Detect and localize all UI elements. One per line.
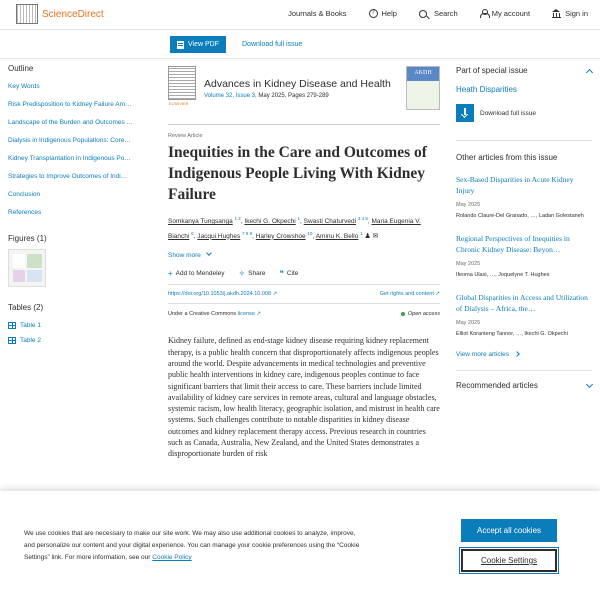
help-icon: ?	[369, 9, 378, 18]
elsevier-tree-icon	[16, 4, 38, 24]
search-icon	[419, 10, 427, 18]
license-prefix: Under a Creative Commons	[168, 311, 237, 318]
share-label: Share	[248, 270, 266, 278]
affiliation-ref[interactable]: 3 4 5	[357, 216, 368, 221]
journals-books-label: Journals & Books	[288, 9, 347, 18]
outline-heading: Outline	[8, 64, 34, 73]
elsevier-logo[interactable]	[168, 66, 196, 100]
article-tools	[168, 269, 440, 285]
affiliation-ref[interactable]: 1	[360, 230, 363, 236]
view-pdf-button[interactable]	[170, 36, 226, 53]
cookie-message	[24, 528, 364, 564]
other-article-authors: Rolando Claure-Del Granado, …, Ladan Golestaneh	[456, 213, 584, 219]
view-more-label: View more articles	[456, 351, 509, 358]
other-article-authors: Ifeoma Ulasi, …, Joquelyne T. Hughes	[456, 272, 550, 278]
figure-thumbnail[interactable]	[8, 249, 46, 287]
outline-item[interactable]: Dialysis in Indigenous Populations: Core…	[8, 137, 131, 144]
outline-item[interactable]: References	[8, 209, 42, 216]
table-icon	[8, 322, 16, 329]
other-article-date: May 2025	[456, 320, 481, 326]
other-article-date: May 2025	[456, 202, 481, 208]
doi-link[interactable]: https://doi.org/10.1053/j.akdh.2024.10.008 ↗	[168, 291, 278, 298]
outline-item[interactable]: Key Words	[8, 83, 40, 90]
cookie-banner	[0, 491, 600, 600]
pdf-icon	[177, 41, 184, 49]
top-nav	[288, 9, 588, 18]
author-link[interactable]: Somkanya Tungsanga	[168, 218, 233, 226]
brand-name: ScienceDirect	[42, 8, 104, 20]
cookie-settings-button[interactable]: Cookie Settings	[461, 549, 557, 572]
recommended-heading: Recommended articles	[456, 381, 538, 390]
outline-item[interactable]: Conclusion	[8, 191, 41, 198]
accept-all-cookies-button[interactable]: Accept all cookies	[461, 519, 557, 542]
journal-info	[204, 78, 404, 99]
search-label: Search	[433, 9, 458, 18]
download-full-issue-link[interactable]: Download full issue	[242, 41, 303, 48]
affiliation-ref[interactable]: 1 2	[234, 216, 241, 221]
share-icon: ✧	[238, 269, 246, 279]
author-link[interactable]: Maria Eugenia V. Bianchi	[168, 218, 421, 240]
author-list: Somkanya Tungsanga $^{1 2}$, Ikechi G. Okpechi $^1$, Swasti Chaturvedi $^{3 4 5}$, Maria Eugenia V. Bianchi $^6$, Jacqui Hughes $^{7 8 9}$, Harley Crowshoe $^{10}$, Aminu K. Bello $^1$ ♟ ✉	[168, 216, 421, 240]
corresponding-author-icon[interactable]: ♟	[364, 232, 371, 240]
table-label: Table 2	[20, 337, 41, 344]
view-pdf-label: View PDF	[188, 41, 219, 48]
download-issue-button[interactable]	[456, 104, 592, 141]
doi-text: https://doi.org/10.1053/j.akdh.2024.10.008	[168, 291, 272, 298]
show-more-button[interactable]	[168, 251, 440, 259]
mendeley-label: Add to Mendeley	[175, 270, 225, 278]
chevron-up-icon	[586, 68, 593, 75]
license-info: Under a Creative Commons license ↗	[168, 311, 261, 318]
institution-icon	[552, 9, 561, 18]
tables-heading: Tables (2)	[8, 303, 44, 312]
article-main	[168, 66, 440, 460]
affiliation-ref[interactable]: 10	[307, 230, 313, 236]
list-item	[456, 292, 592, 339]
add-to-mendeley-button[interactable]	[168, 269, 224, 278]
article-type: Review Article	[168, 133, 203, 139]
search-link[interactable]	[419, 9, 458, 18]
list-item	[456, 174, 592, 221]
license-link[interactable]: license	[237, 311, 255, 318]
figures-heading: Figures (1)	[8, 234, 47, 243]
chevron-right-icon	[514, 351, 520, 357]
my-account-label: My account	[491, 9, 531, 18]
article-action-bar	[0, 30, 600, 59]
outline-item[interactable]: Kidney Transplantation in Indigenous Po…	[8, 155, 131, 162]
cookie-policy-link[interactable]: Cookie Policy	[152, 554, 192, 561]
cover-abbreviation: AKDH	[414, 70, 432, 76]
other-articles-heading: Other articles from this issue	[456, 153, 558, 162]
help-link[interactable]	[369, 9, 397, 18]
top-header	[0, 0, 600, 30]
quote-icon: ❝	[279, 269, 284, 279]
sign-in-label: Sign in	[565, 9, 588, 18]
view-more-articles-link[interactable]	[456, 351, 592, 371]
affiliation-ref[interactable]: 7 8 9	[242, 230, 253, 236]
author-link[interactable]: Harley Crowshoe	[255, 232, 306, 240]
left-sidebar	[8, 64, 153, 352]
table-link-2[interactable]	[8, 337, 153, 344]
doi-row	[168, 291, 440, 304]
recommended-articles-header[interactable]	[456, 381, 592, 390]
download-icon	[456, 104, 474, 122]
open-access-label: Open access	[407, 311, 440, 318]
cookie-text: We use cookies that are necessary to make our site work. We may also use additional cookies to analyze, improve, and personalize our content and your digital experience. You can manage your cookie preferences using the “Cookie Settings” link. For more information, see our	[24, 530, 360, 561]
affiliation-ref[interactable]: 6	[191, 230, 194, 236]
journal-cover-image[interactable]	[406, 66, 440, 110]
table-link-1[interactable]	[8, 322, 153, 329]
open-access-dot-icon	[401, 312, 405, 316]
author-link[interactable]: Aminu K. Bello	[315, 232, 359, 240]
cite-label: Cite	[286, 270, 299, 278]
other-article-date: May 2025	[456, 261, 481, 267]
divider	[168, 124, 440, 125]
download-issue-label: Download full issue	[480, 109, 537, 117]
abstract-text: Kidney failure, defined as end-stage kidney disease requiring kidney replacement therapy, is a public health concern that disproportionately affects indigenous peoples around the world. Despite advancements in medical technologies and preventive public health interventions in kidney care, indigenous peoples continue to face significant barriers that limit their access to care. These barriers include limited availability of kidney care services in remote areas, cultural and language obstacles, systemic racism, low health literacy, geographic isolation, and mistrust in health care systems. Such challenges contribute to notable disparities in kidney disease outcomes and kidney replacement therapy access. Previous research in countries such as Canada, Australia, New Zealand, and the United States demonstrates a disproportionate burden of risk	[168, 336, 440, 459]
my-account-link[interactable]	[480, 9, 530, 18]
article-title: Inequities in the Care and Outcomes of Indigenous People Living With Kidney Failure	[168, 144, 427, 203]
journal-volume-link[interactable]: Volume 32, Issue 3,	[204, 93, 257, 99]
email-icon[interactable]: ✉	[372, 232, 379, 240]
journals-books-link[interactable]	[288, 9, 346, 18]
rights-text: Get rights and content	[379, 291, 434, 298]
outline-item[interactable]: Strategies to Improve Outcomes of Indi…	[8, 173, 128, 180]
other-article-title[interactable]: Global Disparities in Access and Utilization of Dialysis – Africa, the…	[456, 293, 588, 313]
other-article-title[interactable]: Regional Perspectives of Inequities in Chronic Kidney Disease: Beyon…	[456, 234, 570, 254]
sciencedirect-logo[interactable]	[16, 4, 104, 24]
author-link[interactable]: Swasti Chaturvedi	[303, 218, 357, 226]
chevron-down-icon	[586, 380, 593, 387]
other-article-title[interactable]: Sex-Based Disparities in Acute Kidney Injury	[456, 175, 574, 195]
outline-item[interactable]: Landscape of the Burden and Outcomes …	[8, 119, 134, 126]
show-more-label: Show more	[168, 252, 201, 260]
affiliation-ref[interactable]: 1	[297, 216, 301, 221]
open-access-badge	[401, 311, 440, 317]
right-sidebar	[456, 66, 592, 390]
plus-icon: +	[168, 269, 173, 279]
chevron-down-icon	[206, 250, 212, 256]
sign-in-link[interactable]	[552, 9, 588, 18]
journal-header	[168, 66, 440, 112]
license-row	[168, 311, 440, 317]
share-button[interactable]	[238, 269, 265, 278]
author-link[interactable]: Ikechi G. Okpechi	[244, 218, 296, 226]
special-issue-header[interactable]	[456, 66, 592, 75]
other-article-authors: Elliot Koranteng Tannor, …, Ikechi G. Okpechi	[456, 331, 568, 337]
special-issue-heading: Part of special issue	[456, 66, 528, 75]
outline-item[interactable]: Risk Predisposition to Kidney Failure Am…	[8, 101, 132, 108]
rights-link[interactable]: Get rights and content ↗	[379, 291, 440, 298]
table-icon	[8, 337, 16, 344]
special-issue-link[interactable]: Heath Disparities	[456, 85, 517, 94]
journal-date-pages: May 2025, Pages 279-289	[258, 93, 329, 99]
table-label: Table 1	[20, 322, 41, 329]
person-icon	[480, 9, 488, 18]
journal-title[interactable]: Advances in Kidney Disease and Health	[204, 78, 391, 90]
help-label: Help	[381, 9, 397, 18]
journal-meta	[204, 93, 404, 99]
cite-button[interactable]	[280, 269, 299, 278]
author-link[interactable]: Jacqui Hughes	[197, 232, 241, 240]
list-item	[456, 233, 592, 280]
